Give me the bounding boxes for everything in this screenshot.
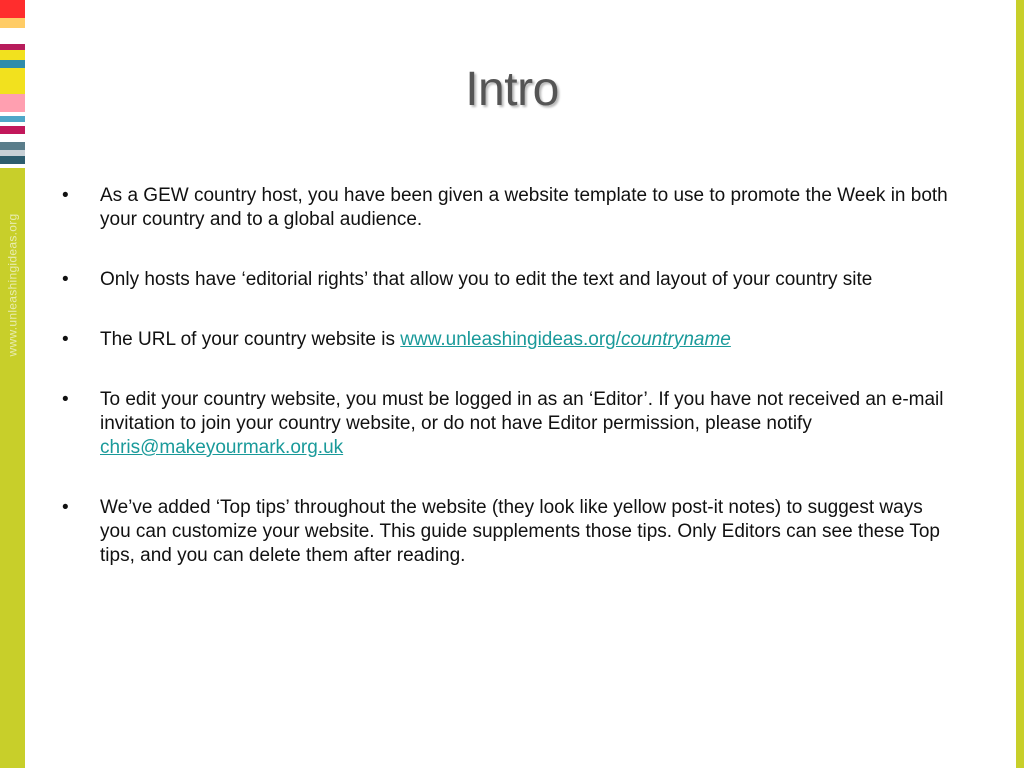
bullet-text: Only hosts have ‘editorial rights’ that allow you to edit the text and layout of your country site <box>100 269 873 290</box>
side-url-text <box>0 170 25 400</box>
bullet-text: We’ve added ‘Top tips’ throughout the website (they look like yellow post-it notes) to suggest ways you can customize your website. This guide supplements those tips. Only Editors can see these Top tips, and you can delete them after reading. <box>100 497 940 566</box>
side-url-label: www.unleashingideas.org <box>5 213 20 357</box>
bullet-text: The URL of your country website is <box>100 329 401 350</box>
country-url-link[interactable] <box>400 329 731 350</box>
stripe <box>0 142 25 150</box>
bullet-item <box>62 496 952 568</box>
bullet-list <box>62 184 952 604</box>
stripe <box>0 156 25 164</box>
bullet-item <box>62 184 952 232</box>
url-domain: www.unleashingideas.org/ <box>400 329 622 350</box>
bullet-item <box>62 328 952 352</box>
url-countryname: countryname <box>621 329 731 350</box>
stripe <box>0 126 25 134</box>
stripe <box>0 18 25 28</box>
bullet-text: As a GEW country host, you have been given a website template to use to promote the Week in both your country and to a global audience. <box>100 185 948 230</box>
stripe <box>0 0 25 18</box>
slide-title: Intro <box>465 63 559 116</box>
stripe <box>0 28 25 44</box>
bullet-text: To edit your country website, you must be logged in as an ‘Editor’. If you have not received an e-mail invitation to join your country website, or do not have Editor permission, please notify <box>100 389 944 434</box>
bullet-item <box>62 268 952 292</box>
stripe <box>0 50 25 60</box>
email-link[interactable]: chris@makeyourmark.org.uk <box>100 437 344 458</box>
bullet-item <box>62 388 952 460</box>
stripe <box>0 164 25 168</box>
